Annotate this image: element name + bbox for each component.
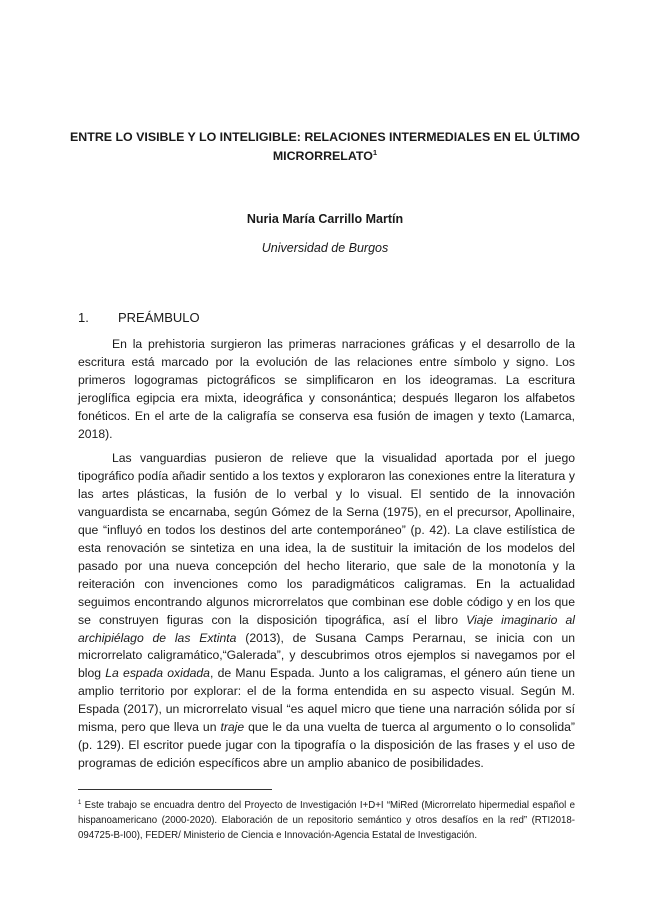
author-affiliation: Universidad de Burgos	[261, 241, 389, 255]
body-text	[78, 336, 575, 780]
book-title-italic: Viaje imaginario al archipiélago de las Extinta	[78, 612, 575, 645]
footnote-divider	[78, 789, 272, 790]
paper-title	[60, 128, 590, 166]
section-number: 1.	[78, 310, 89, 325]
blog-title-italic: La espada oxidada	[105, 666, 210, 681]
section-title: PREÁMBULO	[118, 310, 200, 325]
paper-title-text: ENTRE LO VISIBLE Y LO INTELIGIBLE: RELACIONES INTERMEDIALES EN EL ÚLTIMO MICRORRELATO	[70, 130, 580, 163]
paragraph-2	[78, 450, 575, 772]
paragraph-2-segment: , de Manu Espada. Junto a los caligramas, el género aún tiene un amplio territorio por explorar: el de la forma entendida en su aspecto visual. Según M. Espada (2017), un microrrelato visual “es aquel micro que tiene una narración sólida por sí misma, pero que lleva un	[78, 666, 576, 735]
section-heading	[78, 310, 200, 325]
paragraph-1: En la prehistoria surgieron las primeras narraciones gráficas y el desarrollo de la escritura está marcado por la evolución de las relaciones entre símbolo y signo. Los primeros logogramas pictográficos se simplificaron en los ideogramas. La escritura jeroglífica egipcia era mixta, ideográfica y consonántica; después llegaron los alfabetos fonéticos. En el arte de la caligrafía se conserva esa fusión de imagen y texto (Lamarca, 2018).	[78, 337, 575, 441]
footnote-number: 1	[78, 799, 82, 806]
paragraph-2-segment: que le da una vuelta de tuerca al argumento o lo consolida” (p. 129). El escritor puede jugar con la tipografía o la disposición de las frases y el uso de programas de edición específicos abre un amplio abanico de posibilidades.	[78, 720, 575, 770]
paragraph-2-segment: Las vanguardias pusieron de relieve que la visualidad aportada por el juego tipográfico podía añadir sentido a los textos y exploraron las conexiones entre la literatura y las artes plásticas, la fusión de lo verbal y lo visual. El sentido de la innovación vanguardista se encarnaba, según Gómez de la Serna (1975), en el precursor, Apollinaire, que “influyó en todos los destinos del arte contemporáneo” (p. 42). La clave estilística de esta renovación se sintetiza en una idea, la de sustituir la imitación de los modelos del pasado por una nueva concepción del hecho literario, que sale de la monotonía y la reiteración con invenciones como los paradigmáticos caligramas. En la actualidad seguimos encontrando algunos microrrelatos que combinan ese doble código y en los que se construyen figuras con la disposición tipográfica, así el libro	[78, 451, 575, 627]
title-footnote-ref[interactable]: 1	[372, 147, 378, 157]
footnote	[78, 798, 575, 844]
emphasis-italic: traje	[220, 720, 245, 735]
paragraph-2-segment: (2013), de Susana Camps Perarnau, se inicia con un microrrelato caligramático,“Galerada”, y descubrimos otros ejemplos si navegamos por el blog	[78, 630, 576, 681]
author-name: Nuria María Carrillo Martín	[246, 212, 404, 226]
footnote-text: Este trabajo se encuadra dentro del Proyecto de Investigación I+D+I “MiRed (Microrrelato hipermedial español e hispanoamericano (2000-2020). Elaboración de un repositorio semántico y otros desafíos en la red” (RTI2018-094725-B-I00), FEDER/ Ministerio de Ciencia e Innovación-Agencia Estatal de Investigación.	[78, 800, 575, 842]
